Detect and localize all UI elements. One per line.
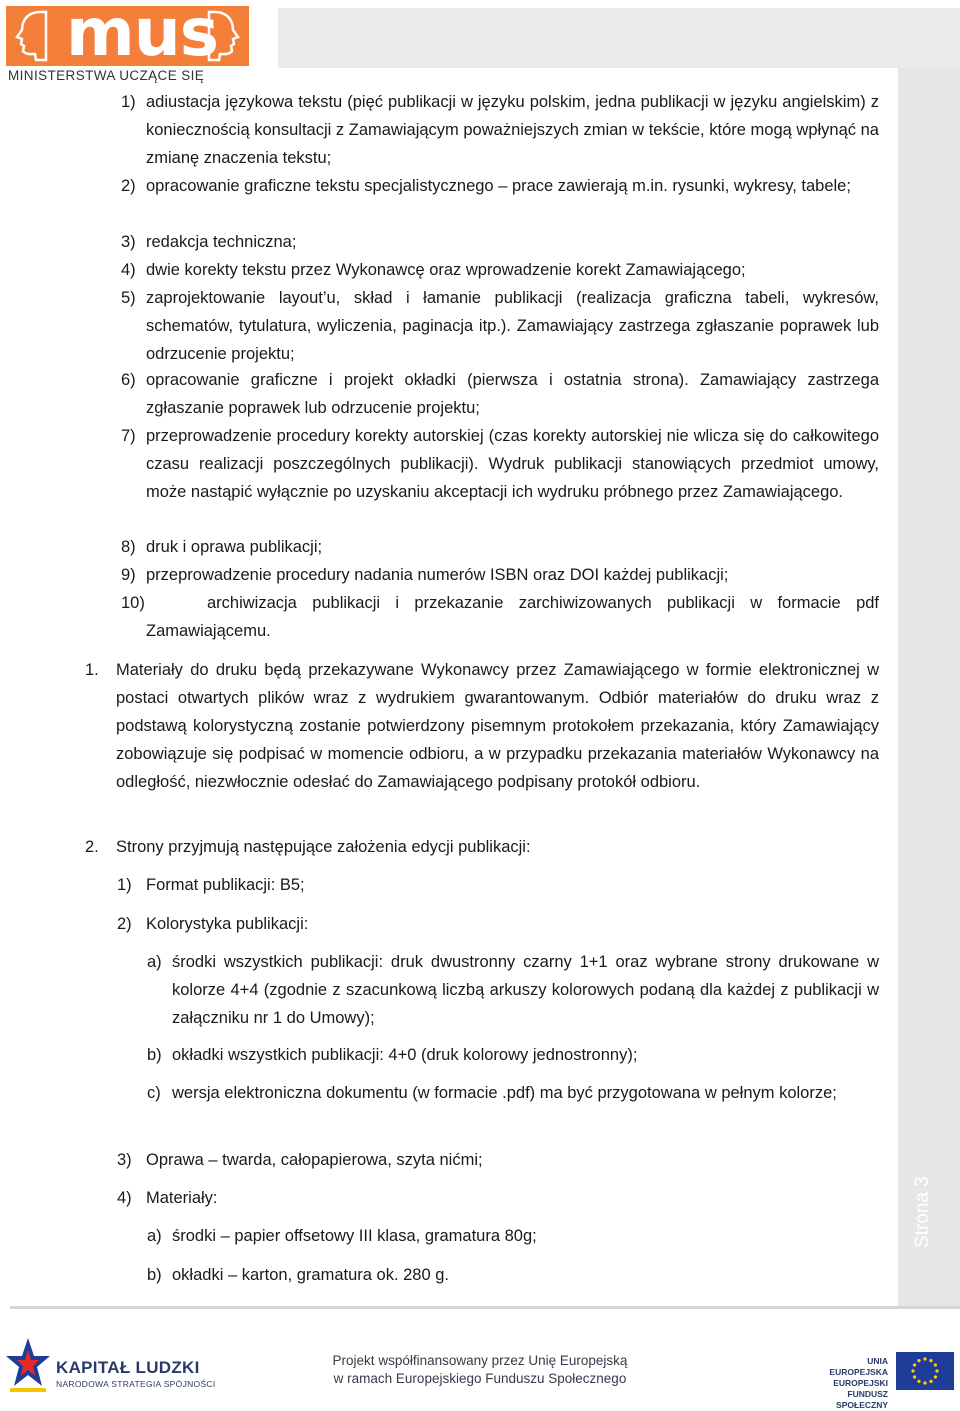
list-item	[121, 366, 879, 422]
list-number: 6)	[121, 371, 136, 389]
numbered-point	[85, 656, 879, 796]
list-number: 1)	[121, 93, 136, 111]
list-text: środki – papier offsetowy III klasa, gramatura 80g;	[172, 1227, 537, 1245]
list-number: 9)	[121, 566, 136, 584]
assumption-subitem	[147, 1222, 879, 1250]
assumption-subitem	[147, 1041, 879, 1069]
project-line-1: Projekt współfinansowany przez Unię Europejską	[332, 1353, 628, 1368]
page-number: Strona 3	[912, 1176, 933, 1248]
list-text: opracowanie graficzne tekstu specjalistycznego – prace zawierają m.in. rysunki, wykresy, tabele;	[146, 177, 851, 195]
numbered-point	[85, 833, 879, 861]
list-item	[121, 172, 879, 200]
footer-divider	[10, 1306, 960, 1309]
list-text: dwie korekty tekstu przez Wykonawcę oraz wprowadzenie korekt Zamawiającego;	[146, 261, 746, 279]
list-letter: b)	[147, 1046, 162, 1064]
list-number: 4)	[121, 261, 136, 279]
eu-line-2: EUROPEJSKI	[833, 1378, 888, 1388]
list-text: przeprowadzenie procedury korekty autorskiej (czas korekty autorskiej nie wlicza się do całkowitego czasu realizacji poszczególnych publikacji). Wydruk publikacji stanowiących przedmiot umowy, może nastąpić wyłącznie po uzyskaniu akceptacji ich wydruku próbnego przez Zamawiającego.	[146, 427, 879, 501]
list-number: 3)	[117, 1151, 132, 1169]
assumption-subitem	[147, 1261, 879, 1289]
kl-title: KAPITAŁ LUDZKI	[56, 1358, 200, 1377]
eu-line-1: UNIA EUROPEJSKA	[829, 1356, 888, 1377]
list-number: 10)	[121, 594, 145, 612]
list-text: druk i oprawa publikacji;	[146, 538, 323, 556]
assumption-item	[117, 1146, 879, 1174]
list-number: 8)	[121, 538, 136, 556]
logo-text: mus	[66, 0, 219, 71]
list-text: adiustacja językowa tekstu (pięć publikacji w języku polskim, jedna publikacji w języku angielskim) z koniecznością konsultacji z Zamawiającym poważniejszych zmian w tekście, które mogą wpłynąć na zmianę znaczenia tekstu;	[146, 93, 879, 167]
list-text: środki wszystkich publikacji: druk dwustronny czarny 1+1 oraz wybrane strony drukowane w kolorze 4+4 (zgodnie z szacunkową liczbą arkuszy kolorowych podaną dla każdej z publikacji w załączniku nr 1 do Umowy);	[172, 953, 879, 1027]
assumption-item	[117, 910, 879, 938]
eu-text	[808, 1356, 888, 1411]
list-item	[121, 589, 879, 645]
list-number: 7)	[121, 427, 136, 445]
list-text: opracowanie graficzne i projekt okładki (pierwsza i ostatnia strona). Zamawiający zastrzega zgłaszanie poprawek lub odrzucenie projektu;	[146, 371, 879, 417]
list-number: 1)	[117, 876, 132, 894]
list-text: przeprowadzenie procedury nadania numerów ISBN oraz DOI każdej publikacji;	[146, 566, 729, 584]
project-note	[330, 1352, 630, 1388]
list-number: 3)	[121, 233, 136, 251]
logo-tagline: MINISTERSTWA UCZĄCE SIĘ	[8, 68, 205, 83]
list-number: 4)	[117, 1189, 132, 1207]
list-letter: c)	[147, 1084, 161, 1102]
assumption-item	[117, 871, 879, 899]
list-letter: a)	[147, 1227, 162, 1245]
kapital-ludzki-star-icon	[6, 1336, 50, 1394]
eu-flag-icon	[896, 1352, 954, 1390]
point-text: Materiały do druku będą przekazywane Wykonawcy przez Zamawiającego w formie elektronicznej w postaci otwartych plików wraz z wydrukiem gwarantowanym. Odbiór materiałów do druku wraz z podstawą kolorystyczną zostanie potwierdzony pisemnym protokołem przekazania, który Zamawiający zobowiązuje się podpisać w momencie odbioru, a w przypadku przekazania materiałów Wykonawcy na odległość, niezwłocznie odesłać do Zamawiającego podpisany protokół odbioru.	[116, 661, 879, 791]
eu-line-3: FUNDUSZ SPOŁECZNY	[836, 1389, 888, 1410]
list-number: 2)	[117, 915, 132, 933]
list-item	[121, 422, 879, 506]
point-number: 1.	[85, 661, 99, 679]
list-text: archiwizacja publikacji i przekazanie zarchiwizowanych publikacji w formacie pdf Zamawiającemu.	[146, 594, 879, 640]
list-number: 5)	[121, 289, 136, 307]
eu-logo	[808, 1352, 958, 1410]
list-item	[121, 256, 879, 284]
list-text: okładki wszystkich publikacji: 4+0 (druk kolorowy jednostronny);	[172, 1046, 638, 1064]
list-item	[121, 88, 879, 172]
point-number: 2.	[85, 838, 99, 856]
kl-subtitle: NARODOWA STRATEGIA SPÓJNOŚCI	[56, 1379, 216, 1389]
list-text: Kolorystyka publikacji:	[146, 915, 309, 933]
assumption-subitem	[147, 1079, 879, 1107]
list-item	[121, 284, 879, 368]
list-letter: b)	[147, 1266, 162, 1284]
list-text: Materiały:	[146, 1189, 218, 1207]
project-line-2: w ramach Europejskiego Funduszu Społecznego	[333, 1371, 627, 1386]
list-letter: a)	[147, 953, 162, 971]
list-text: redakcja techniczna;	[146, 233, 297, 251]
list-text: zaprojektowanie layout’u, skład i łamanie publikacji (realizacja graficzna tabeli, wykresów, schematów, tytulatura, wyliczenia, paginacja itp.). Zamawiający zastrzega zgłaszanie poprawek lub odrzucenie projektu;	[146, 289, 879, 363]
list-text: Oprawa – twarda, całopapierowa, szyta nićmi;	[146, 1151, 483, 1169]
point-text: Strony przyjmują następujące założenia edycji publikacji:	[116, 838, 531, 856]
list-text: okładki – karton, gramatura ok. 280 g.	[172, 1266, 449, 1284]
list-text: wersja elektroniczna dokumentu (w formacie .pdf) ma być przygotowana w pełnym kolorze;	[172, 1084, 837, 1102]
kapital-ludzki-logo	[6, 1336, 216, 1396]
list-item	[121, 533, 879, 561]
assumption-item	[117, 1184, 879, 1212]
list-number: 2)	[121, 177, 136, 195]
assumption-subitem	[147, 948, 879, 1032]
list-item	[121, 228, 879, 256]
list-text: Format publikacji: B5;	[146, 876, 305, 894]
list-item	[121, 561, 879, 589]
